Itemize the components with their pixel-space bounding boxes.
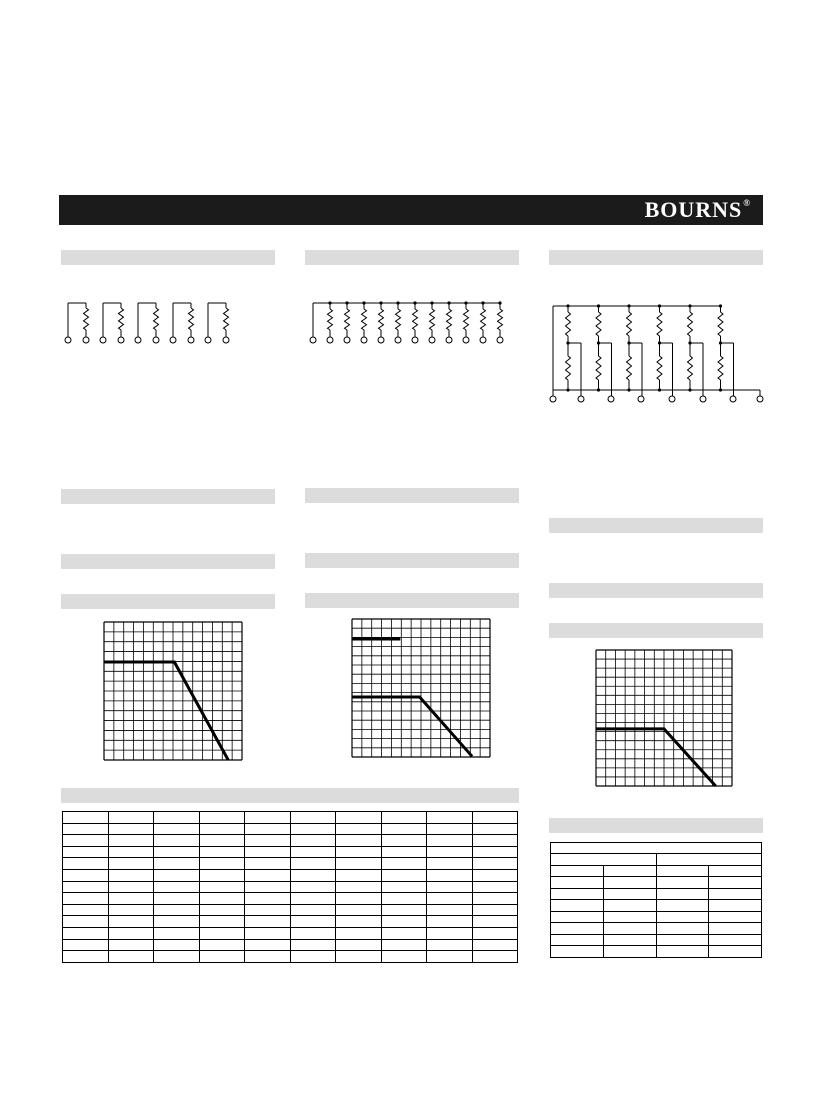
table-cell [63,927,109,939]
table-cell [472,869,518,881]
table-cell [381,916,427,928]
table-cell [427,858,473,870]
table-cell [290,904,336,916]
table-cell [245,904,291,916]
table-cell [154,951,200,963]
table-cell [290,939,336,951]
table-cell [336,812,382,824]
table-cell [154,846,200,858]
table-cell [199,858,245,870]
table-cell [709,865,762,877]
pin-circle [757,396,763,402]
table-cell [427,835,473,847]
table-cell [290,823,336,835]
table-cell [709,888,762,900]
junction-dot [688,388,691,391]
table-cell [245,846,291,858]
table-cell [245,869,291,881]
table-cell [656,923,709,935]
table-cell [336,846,382,858]
section-header-6 [549,583,763,598]
table-row [551,888,762,900]
table-cell [427,939,473,951]
table-cell [199,881,245,893]
table-cell [290,846,336,858]
table-row [551,877,762,889]
table-row [551,843,762,854]
section-header-main-table [61,788,519,803]
resistor-symbol-lower [688,356,693,380]
table-cell [336,858,382,870]
table-row [63,951,518,963]
table-cell [551,934,604,946]
table-cell [603,911,656,923]
table-row [63,835,518,847]
table-cell [63,869,109,881]
pin-circle [700,396,706,402]
table-cell [656,911,709,923]
table-cell [551,877,604,889]
table-cell [336,904,382,916]
table-cell [245,893,291,905]
table-cell [154,893,200,905]
table-cell [427,927,473,939]
resistor-symbol-upper [718,312,723,336]
table-cell [656,854,762,866]
table-cell [427,893,473,905]
table-cell [551,946,604,958]
table-cell [245,858,291,870]
table-cell [245,951,291,963]
table-cell [472,893,518,905]
table-cell [108,951,154,963]
table-cell [154,904,200,916]
table-cell [427,812,473,824]
table-cell [709,911,762,923]
table-cell [656,946,709,958]
table-cell [290,869,336,881]
table-row [551,900,762,912]
table-cell [381,812,427,824]
main-table [62,811,518,963]
table-cell [656,934,709,946]
resistor-symbol-lower [596,356,601,380]
table-cell [199,939,245,951]
table-cell [63,835,109,847]
table-cell [427,904,473,916]
table-cell [427,881,473,893]
table-cell [427,869,473,881]
derating-curve [596,729,716,786]
table-cell [290,951,336,963]
table-row [63,939,518,951]
table-cell [381,951,427,963]
table-cell [551,900,604,912]
section-header-side-table [549,818,763,833]
table-row [551,934,762,946]
table-cell [472,858,518,870]
table-cell [63,951,109,963]
table-cell [709,923,762,935]
table-cell [154,881,200,893]
table-cell [154,927,200,939]
table-cell [199,904,245,916]
pin-circle [730,396,736,402]
table-cell [108,858,154,870]
table-row [551,923,762,935]
table-cell [154,858,200,870]
table-cell [656,888,709,900]
table-row [551,946,762,958]
table-cell [290,812,336,824]
table-cell [199,893,245,905]
table-cell [108,835,154,847]
table-cell [603,877,656,889]
table-cell [381,927,427,939]
table-cell [336,893,382,905]
table-cell [290,835,336,847]
table-row [63,916,518,928]
table-cell [709,877,762,889]
pin-circle [638,396,644,402]
table-row [63,893,518,905]
table-cell [199,869,245,881]
table-cell [199,812,245,824]
table-cell [551,843,762,854]
table-cell [108,939,154,951]
table-cell [199,835,245,847]
junction-dot [719,388,722,391]
table-cell [336,823,382,835]
table-cell [336,881,382,893]
table-cell [472,846,518,858]
table-cell [63,881,109,893]
table-cell [63,846,109,858]
table-row [551,911,762,923]
section-header-derating-3 [549,623,763,638]
table-cell [199,927,245,939]
junction-dot [658,388,661,391]
table-cell [154,835,200,847]
table-cell [551,923,604,935]
table-cell [551,888,604,900]
table-cell [381,893,427,905]
table-cell [709,900,762,912]
table-cell [336,927,382,939]
table-cell [381,858,427,870]
table-cell [108,869,154,881]
junction-dot [566,388,569,391]
table-cell [551,911,604,923]
table-cell [290,916,336,928]
table-cell [108,846,154,858]
table-cell [63,939,109,951]
table-cell [108,916,154,928]
table-cell [199,916,245,928]
table-cell [199,823,245,835]
table-cell [472,951,518,963]
table-cell [108,881,154,893]
junction-dot [597,388,600,391]
table-cell [63,858,109,870]
table-cell [472,835,518,847]
table-cell [108,904,154,916]
table-cell [336,869,382,881]
table-cell [108,893,154,905]
table-cell [381,904,427,916]
table-cell [472,939,518,951]
resistor-symbol-lower [657,356,662,380]
table-row [551,865,762,877]
table-cell [603,946,656,958]
table-cell [472,904,518,916]
table-row [63,881,518,893]
table-cell [63,904,109,916]
table-cell [551,854,657,866]
table-cell [603,865,656,877]
table-cell [472,881,518,893]
derating-chart-1 [104,622,242,760]
table-cell [656,900,709,912]
table-cell [472,812,518,824]
resistor-symbol-upper [566,312,571,336]
derating-chart-3 [596,650,732,786]
table-cell [63,893,109,905]
resistor-symbol-upper [596,312,601,336]
table-cell [336,939,382,951]
table-cell [709,946,762,958]
table-row [63,858,518,870]
table-cell [154,939,200,951]
table-cell [245,916,291,928]
resistor-symbol-lower [718,356,723,380]
table-cell [245,939,291,951]
table-cell [290,858,336,870]
table-cell [472,823,518,835]
table-cell [245,812,291,824]
table-cell [427,823,473,835]
table-cell [656,865,709,877]
table-cell [656,877,709,889]
resistor-symbol-upper [688,312,693,336]
table-cell [381,823,427,835]
pin-circle [578,396,584,402]
table-cell [154,916,200,928]
resistor-symbol-lower [566,356,571,380]
table-cell [63,812,109,824]
table-cell [336,835,382,847]
table-cell [427,951,473,963]
pin-circle [608,396,614,402]
table-cell [154,869,200,881]
table-cell [199,846,245,858]
table-cell [381,835,427,847]
table-cell [472,927,518,939]
table-cell [290,881,336,893]
table-cell [551,865,604,877]
table-cell [336,951,382,963]
table-cell [108,927,154,939]
pin-circle [669,396,675,402]
junction-dot [627,388,630,391]
table-cell [63,823,109,835]
table-cell [245,927,291,939]
table-row [63,812,518,824]
table-cell [381,846,427,858]
table-cell [381,881,427,893]
table-row [551,854,762,866]
logo-text: BOURNS [644,197,743,222]
table-cell [199,951,245,963]
table-row [63,823,518,835]
table-cell [427,846,473,858]
derating-chart-2 [352,619,490,757]
section-header-5 [549,518,763,533]
side-table [550,842,762,958]
table-cell [245,835,291,847]
table-cell [381,939,427,951]
table-cell [381,869,427,881]
resistor-symbol-upper [627,312,632,336]
table-row [63,904,518,916]
table-cell [63,916,109,928]
resistor-symbol-lower [627,356,632,380]
table-row [63,869,518,881]
table-cell [472,916,518,928]
table-cell [154,823,200,835]
table-cell [108,812,154,824]
table-cell [603,934,656,946]
table-cell [603,900,656,912]
table-cell [154,812,200,824]
table-row [63,927,518,939]
table-cell [336,916,382,928]
resistor-symbol-upper [657,312,662,336]
table-cell [245,881,291,893]
registered-mark: ® [743,198,751,208]
table-cell [709,934,762,946]
table-row [63,846,518,858]
table-cell [603,923,656,935]
pin-circle [550,396,556,402]
table-cell [290,893,336,905]
table-cell [245,823,291,835]
table-cell [108,823,154,835]
table-cell [603,888,656,900]
table-cell [427,916,473,928]
table-cell [290,927,336,939]
